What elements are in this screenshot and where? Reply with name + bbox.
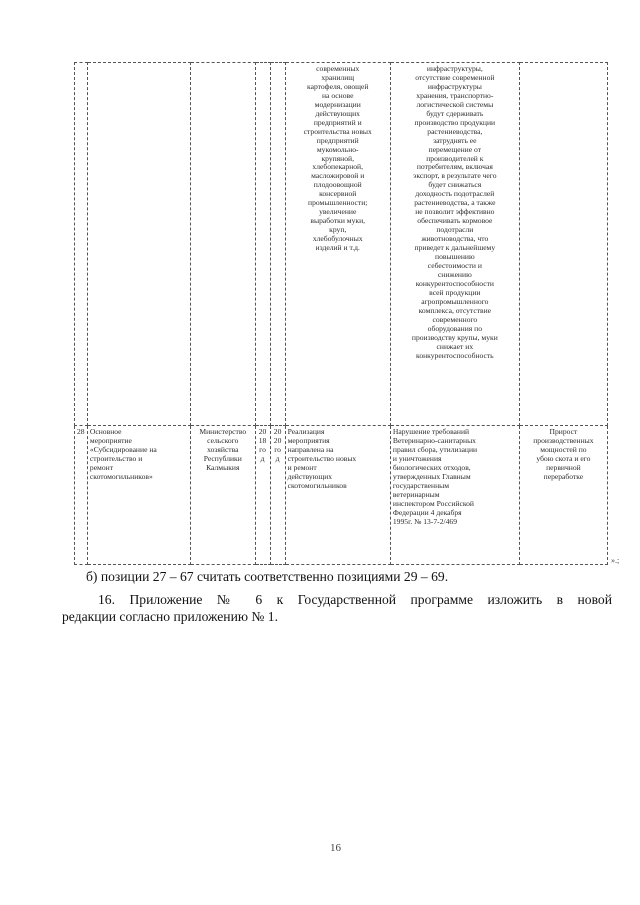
name-line: мероприятие [89, 435, 132, 445]
consequences-line: комплекса, отсутствие [418, 305, 492, 315]
consequences-line: конкурентоспособности [415, 278, 494, 288]
content-line: крупяной, [321, 153, 355, 163]
indicator-line: производственных [533, 435, 594, 445]
consequences-line: повышению [435, 252, 475, 262]
consequences-line: Ветеринарно-санитарных [392, 435, 476, 445]
consequences-line: логистической системы [416, 99, 494, 109]
consequences-line: отсутствие современной [415, 72, 495, 82]
content-line: скотомогильников [287, 480, 347, 490]
cell-content [285, 63, 390, 426]
year-end: 2020 год [273, 427, 282, 463]
consequences-line: снижению [437, 269, 472, 279]
consequences-line: производство продукции [414, 117, 496, 127]
indicator-line: первичной [546, 462, 581, 472]
executor-line: Республики [203, 453, 242, 463]
indicator-line: переработке [543, 471, 584, 481]
consequences-line: государственным [392, 480, 450, 490]
executor-line: сельского [207, 435, 239, 445]
consequences-line: приведет к дальнейшему [414, 243, 496, 253]
consequences-line: инфраструктуры, [426, 64, 483, 73]
content-line: строительства новых [303, 126, 372, 136]
consequences-line: и уничтожения [392, 453, 442, 463]
content-line: предприятий [316, 135, 359, 145]
page-number: 16 [330, 842, 341, 854]
positions-paragraph: б) позиции 27 – 67 считать соответственно позициями 29 – 69. [86, 569, 449, 584]
consequences-line: растениеводства, [427, 126, 483, 136]
cell-year-end [270, 426, 285, 565]
cell-indicator [519, 63, 607, 426]
content-line: консервной [319, 189, 357, 199]
consequences-line: ветеринарным [392, 489, 440, 499]
consequences-line: Федерации 4 декабря [392, 507, 462, 517]
consequences-line: современного [432, 314, 478, 324]
content-line: действующих [315, 108, 360, 118]
year-start: 2018 год [258, 427, 267, 463]
consequences-line: инспектором Российской [392, 498, 474, 508]
consequences-line: оборудования по [427, 323, 483, 333]
indicator-line: мощностей по [540, 444, 587, 454]
consequences-line: перемещение от [428, 144, 482, 154]
consequences-line: экспорт, в результате чего [413, 171, 497, 181]
cell-name [87, 63, 190, 426]
appendix-paragraph-line1: 16. Приложение № 6 к Государственной программе изложить в новой [98, 592, 612, 607]
consequences-line: инфраструктуры [427, 81, 482, 91]
consequences-line: растениеводства, а также [414, 198, 496, 208]
consequences-line: Нарушение требований [392, 427, 470, 436]
cell-consequences [390, 63, 519, 426]
name-line: «Субсидирование на [89, 444, 157, 454]
consequences-line: доходность подотраслей [415, 189, 495, 199]
cell-number [75, 63, 88, 426]
name-line: скотомогильников» [89, 471, 153, 481]
cell-year-start [255, 63, 270, 426]
content-line: на основе [321, 90, 354, 100]
cell-indicator [519, 426, 607, 565]
name-line: строительство и [89, 453, 143, 463]
executor-line: хозяйства [207, 444, 239, 454]
content-line: выработки муки, [310, 216, 366, 226]
consequences-line: потребителям, включая [416, 162, 493, 172]
program-table [74, 62, 608, 565]
content-line: строительство новых [287, 453, 357, 463]
content-line: направлена на [287, 444, 334, 454]
content-line: предприятий и [313, 117, 362, 127]
appendix-paragraph-line2: редакции согласно приложению № 1. [62, 609, 278, 624]
cell-year-end [270, 63, 285, 426]
consequences-line: будет снижаться [428, 180, 482, 190]
content-line: хранилищ [321, 72, 355, 82]
cell-year-start [255, 426, 270, 565]
cell-content [285, 426, 390, 565]
cell-executor [191, 63, 255, 426]
name-line: Основное [89, 427, 122, 436]
content-line: модернизации [314, 99, 361, 109]
consequences-line: утвержденных Главным [392, 471, 471, 481]
content-line: увеличение [319, 207, 357, 217]
consequences-line: всей продукции [429, 287, 481, 297]
content-line: картофеля, овощей [307, 81, 369, 91]
content-line: плодоовощной [313, 180, 362, 190]
content-line: мероприятия [287, 435, 330, 445]
executor-line: Министерство [199, 427, 247, 436]
content-line: хлебопекарной, [312, 162, 364, 172]
consequences-line: 1995г. № 13-7-2/469 [392, 516, 458, 526]
indicator-line: Прирост [549, 427, 578, 436]
consequences-line: производству крупы, муки [411, 332, 498, 342]
consequences-line: подотрасли [436, 225, 474, 235]
content-line: хлебобулочных [312, 234, 363, 244]
consequences-line: правил сбора, утилизации [392, 444, 478, 454]
consequences-line: затруднять ее [433, 135, 477, 145]
table-row-28 [75, 426, 608, 565]
content-line: и ремонт [287, 462, 317, 472]
content-line: промышленности; [308, 198, 368, 208]
consequences-line: будут сдерживать [426, 108, 484, 118]
consequences-line: не позволит эффективно [415, 207, 495, 217]
table-close-mark: ».; [611, 556, 620, 565]
name-line: ремонт [89, 462, 114, 472]
cell-number [75, 426, 88, 565]
content-line: масложировой и [311, 171, 365, 181]
consequences-line: животноводства, что [421, 234, 489, 244]
cell-executor [191, 426, 255, 565]
cell-consequences [390, 426, 519, 565]
consequences-line: агропромышленного [421, 296, 489, 306]
content-line: современных [316, 64, 360, 73]
consequences-line: производителей к [426, 153, 484, 163]
indicator-line: убою скота и его [536, 453, 591, 463]
content-line: Реализация [287, 427, 325, 436]
consequences-line: биологических отходов, [392, 462, 471, 472]
consequences-line: обеспечивать кормовое [417, 216, 493, 226]
executor-line: Калмыкия [206, 462, 240, 472]
content-line: действующих [287, 471, 333, 481]
consequences-line: хранения, транспортно- [416, 90, 494, 100]
consequences-line: конкурентоспособность [416, 350, 494, 360]
content-line: круп, [329, 225, 347, 235]
table-row-continued [75, 63, 608, 426]
row-number: 28 [77, 427, 85, 436]
consequences-line: себестоимости и [427, 260, 482, 270]
cell-name [87, 426, 190, 565]
consequences-line: снижает их [436, 341, 474, 351]
content-line: мукомольно- [316, 144, 359, 154]
content-line: изделий и т.д. [315, 243, 360, 253]
